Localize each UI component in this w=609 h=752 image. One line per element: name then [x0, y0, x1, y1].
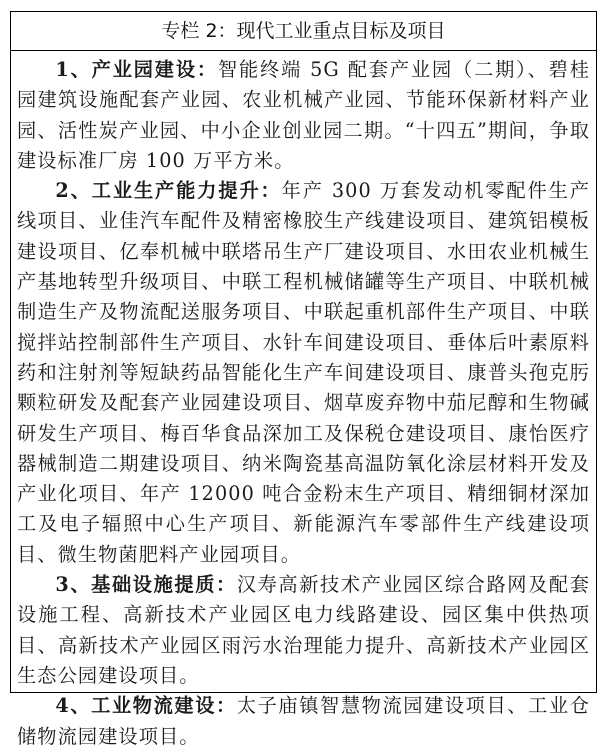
- section-lead: 1、产业园建设：: [55, 58, 218, 81]
- section-text: 汉寿高新技术产业园区综合路网及配套设施工程、高新技术产业园区电力线路建设、园区集中供热项目、高新技术产业园区雨污水治理能力提升、高新技术产业园区生态公园建设项目。: [17, 573, 590, 687]
- section-lead: 4、工业物流建设：: [55, 694, 237, 718]
- section-text: 年产 300 万套发动机零配件生产线项目、业佳汽车配件及精密橡胶生产线建设项目、建筑铝模板建设项目、亿奉机械中联塔吊生产厂建设项目、水田农业机械生产基地转型升级项目、中联工程机械储罐等生产项目、中联机械制造生产及物流配送服务项目、中联起重机部件生产项目、中联搅拌站控制部件生产项目、水针车间建设项目、垂体后叶素原料药和注射剂等短缺药品智能化生产车间建设项目、康普头孢克肟颗粒研发及配套产业园建设项目、烟草废弃物中茄尼醇和生物碱研发生产项目、梅百华食品深加工及保税仓建设项目、康怡医疗器械制造二期建设项目、纳米陶瓷基高温防氧化涂层材料开发及产业化项目、年产 12000 吨合金粉末生产项目、精细铜材深加工及电子辐照中心生产项目、新能源汽车零部件生产线建设项目、微生物菌肥料产业园项目。: [17, 179, 590, 566]
- section-infrastructure: [17, 570, 590, 691]
- section-logistics: [17, 691, 590, 752]
- section-text: 太子庙镇智慧物流园建设项目、工业仓储物流园建设项目。: [17, 694, 590, 748]
- section-production-capacity: [17, 176, 590, 570]
- column-box: [10, 11, 597, 748]
- section-lead: 2、工业生产能力提升：: [55, 179, 282, 203]
- box-body: [11, 51, 596, 752]
- section-text: 智能终端 5G 配套产业园（二期）、碧桂园建筑设施配套产业园、农业机械产业园、节能环保新材料产业园、活性炭产业园、中小企业创业园二期。“十四五”期间，争取建设标准厂房 100 万平方米。: [17, 58, 590, 172]
- section-lead: 3、基础设施提质：: [55, 573, 237, 597]
- section-industrial-park: [17, 55, 590, 176]
- box-title: 专栏 2：现代工业重点目标及项目: [11, 12, 596, 51]
